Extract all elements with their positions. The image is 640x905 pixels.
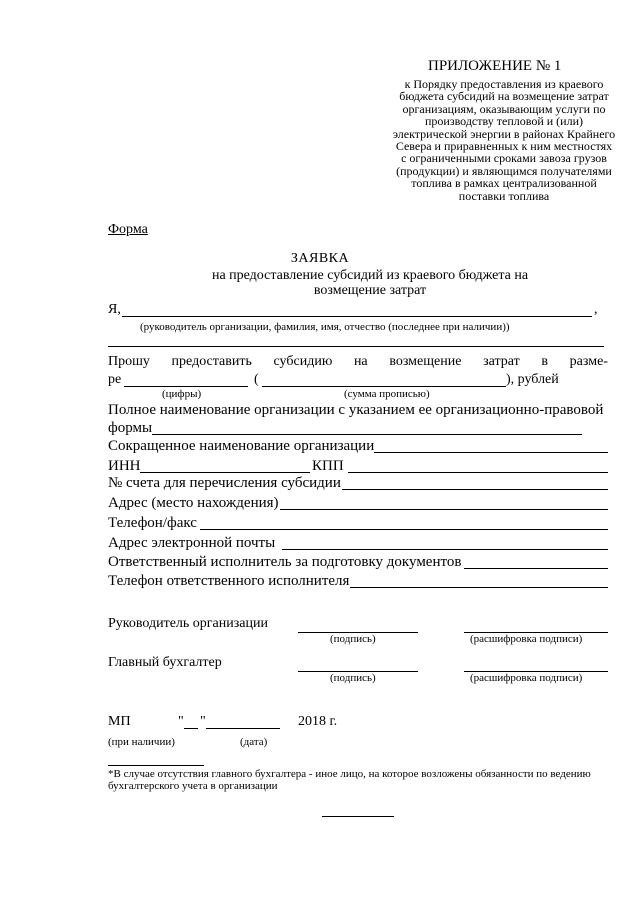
phone-fax-line[interactable] — [200, 529, 608, 530]
request-word: на — [353, 354, 368, 369]
accountant-transcript-caption: (расшифровка подписи) — [470, 672, 583, 684]
accountant-signature-caption: (подпись) — [330, 672, 376, 684]
applicant-extra-line[interactable] — [108, 346, 604, 347]
request-line2-prefix: ре — [108, 372, 122, 387]
amount-words-line[interactable] — [262, 386, 506, 387]
month-line[interactable] — [206, 728, 280, 729]
amount-digits-line[interactable] — [124, 386, 248, 387]
kpp-line[interactable] — [348, 472, 608, 473]
appendix-subtitle: к Порядку предоставления из краевого бюджета субсидий на возмещение затрат организациям, оказывающим услуги по производству тепловой и (или) электрической энергии в районах Крайнего Севера и приравненных к ним местностях с ограниченными сроками завоза грузов (продукции) и являющимся получателями топлива в рамках централизованной поставки топлива — [392, 77, 616, 203]
accountant-label: Главный бухгалтер — [108, 655, 222, 670]
request-word: субсидию — [273, 354, 333, 369]
stamp-caption: (при наличии) — [108, 736, 175, 748]
head-signature-caption: (подпись) — [330, 633, 376, 645]
address-label: Адрес (место нахождения) — [108, 495, 279, 511]
request-word: в — [541, 354, 549, 369]
account-line[interactable] — [342, 489, 608, 490]
day-line[interactable] — [184, 728, 198, 729]
request-word: предоставить — [171, 354, 252, 369]
full-name-line[interactable] — [152, 434, 582, 435]
email-line[interactable] — [282, 549, 608, 550]
executor-label: Ответственный исполнитель за подготовку документов — [108, 554, 462, 570]
form-label: Форма — [108, 222, 148, 237]
year-label: 2018 г. — [298, 714, 338, 729]
appendix-title: ПРИЛОЖЕНИЕ № 1 — [428, 58, 562, 74]
short-name-label: Сокращенное наименование организации — [108, 438, 375, 454]
account-label: № счета для перечисления субсидии — [108, 475, 341, 491]
executor-line[interactable] — [464, 568, 608, 569]
kpp-label: КПП — [312, 458, 344, 474]
digits-caption: (цифры) — [162, 388, 202, 400]
applicant-name-line[interactable] — [122, 316, 592, 317]
footnote: *В случае отсутствия главного бухгалтера - иное лицо, на которое возложены обязанности по ведению бухгалтерского учета в организации — [108, 768, 591, 792]
stamp-label: МП — [108, 714, 131, 729]
applicant-caption: (руководитель организации, фамилия, имя, отчество (последнее при наличии)) — [140, 321, 510, 333]
address-line[interactable] — [280, 509, 608, 510]
date-caption: (дата) — [240, 736, 268, 748]
inn-label: ИНН — [108, 458, 141, 474]
rubles-suffix: ), рублей — [506, 372, 559, 387]
short-name-line[interactable] — [374, 452, 608, 453]
email-label: Адрес электронной почты — [108, 535, 276, 551]
request-line-1 — [108, 354, 608, 370]
request-word: разме- — [569, 354, 608, 369]
applicant-suffix: , — [594, 302, 598, 317]
footnote-separator — [108, 765, 204, 766]
request-word: Прошу — [108, 354, 150, 369]
full-name-label-cont: формы — [108, 420, 153, 436]
phone-fax-label: Телефон/факс — [108, 515, 197, 531]
open-paren: ( — [254, 372, 259, 387]
head-label: Руководитель организации — [108, 616, 268, 631]
request-word: затрат — [483, 354, 520, 369]
document-title: ЗАЯВКА — [290, 251, 350, 266]
full-name-label: Полное наименование организации с указанием ее организационно-правовой — [108, 402, 604, 418]
executor-phone-line[interactable] — [350, 587, 608, 588]
request-word: возмещение — [389, 354, 462, 369]
inn-line[interactable] — [140, 472, 310, 473]
executor-phone-label: Телефон ответственного исполнителя — [108, 573, 350, 589]
document-subtitle: на предоставление субсидий из краевого бюджета на возмещение затрат — [211, 268, 529, 298]
words-caption: (сумма прописью) — [344, 388, 430, 400]
head-transcript-caption: (расшифровка подписи) — [470, 633, 583, 645]
applicant-prefix: Я, — [108, 302, 121, 317]
date-quote-close: " — [200, 714, 206, 729]
date-quote-open: " — [178, 714, 184, 729]
page-separator — [322, 816, 394, 817]
